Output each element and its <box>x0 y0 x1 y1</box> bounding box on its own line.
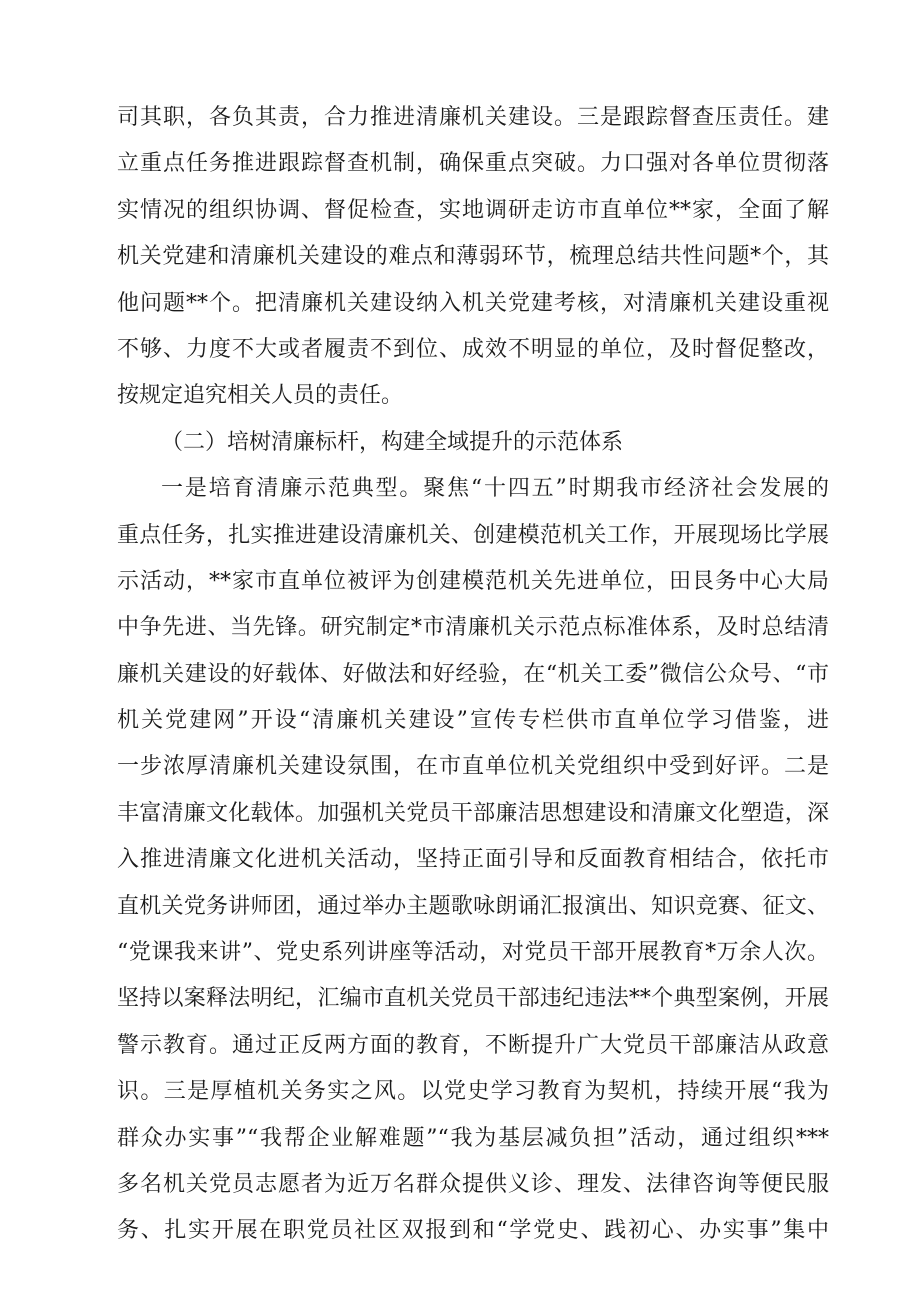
text-line: 一是培育清廉示范典型。聚焦“十四五”时期我市经济社会发展的 <box>161 476 829 502</box>
text-line: 实情况的组织协调、督促检查，实地调研走访市直单位**家，全面了解 <box>117 197 829 223</box>
section-heading: （二）培树清廉标杆，构建全域提升的示范体系 <box>161 429 624 455</box>
document-body <box>117 95 829 1255</box>
text-line: 不够、力度不大或者履责不到位、成效不明显的单位，及时督促整改， <box>117 336 829 362</box>
text-line: 机关党建网”开设“清廉机关建设”宣传专栏供市直单位学习借鉴，进 <box>117 708 829 734</box>
text-line: 务、扎实开展在职党员社区双报到和“学党史、践初心、办实事”集中 <box>117 1218 829 1244</box>
text-line: 坚持以案释法明纪，汇编市直机关党员干部违纪违法**个典型案例，开展 <box>117 986 829 1012</box>
text-line: 示活动，**家市直单位被评为创建模范机关先进单位，田艮务中心大局 <box>117 568 829 594</box>
text-line: 廉机关建设的好载体、好做法和好经验，在“机关工委”微信公众号、“市 <box>117 661 829 687</box>
text-line: 重点任务，扎实推进建设清廉机关、创建模范机关工作，开展现场比学展 <box>117 522 829 548</box>
text-line: “党课我来讲”、党史系列讲座等活动，对党员干部开展教育*万余人次。 <box>117 940 829 966</box>
paragraph-model-system <box>117 466 829 1255</box>
text-line: 他问题**个。把清廉机关建设纳入机关党建考核，对清廉机关建设重视 <box>117 290 829 316</box>
text-line: 中争先进、当先锋。研究制定*市清廉机关示范点标准体系，及时总结清 <box>117 615 829 641</box>
text-line: 按规定追究相关人员的责任。 <box>117 383 404 409</box>
text-line: 丰富清廉文化载体。加强机关党员干部廉洁思想建设和清廉文化塑造，深 <box>117 800 829 826</box>
text-line: 识。三是厚植机关务实之风。以党史学习教育为契机，持续开展“我为 <box>117 1079 829 1105</box>
text-line: 立重点任务推进跟踪督查机制，确保重点突破。力口强对各单位贯彻落 <box>117 151 829 177</box>
text-line: 警示教育。通过正反两方面的教育，不断提升广大党员干部廉洁从政意 <box>117 1032 829 1058</box>
text-line: 司其职，各负其责，合力推进清廉机关建设。三是跟踪督查压责任。建 <box>117 105 829 130</box>
text-line: 群众办实事”“我帮企业解难题”“我为基层减负担”活动，通过组织*** <box>117 1125 829 1151</box>
text-line: 机关党建和清廉机关建设的难点和薄弱环节，梳理总结共性问题*个，其 <box>117 244 829 270</box>
text-line: 入推进清廉文化进机关活动，坚持正面引导和反面教育相结合，依托市 <box>117 847 829 873</box>
text-line: 多名机关党员志愿者为近万名群众提供义诊、理发、法律咨询等便民服 <box>117 1171 829 1197</box>
paragraph-accountability <box>117 95 829 420</box>
text-line: 一步浓厚清廉机关建设氛围，在市直单位机关党组织中受到好评。二是 <box>117 754 829 780</box>
text-line: 直机关党务讲师团，通过举办主题歌咏朗诵汇报演出、知识竞赛、征文、 <box>117 893 829 919</box>
